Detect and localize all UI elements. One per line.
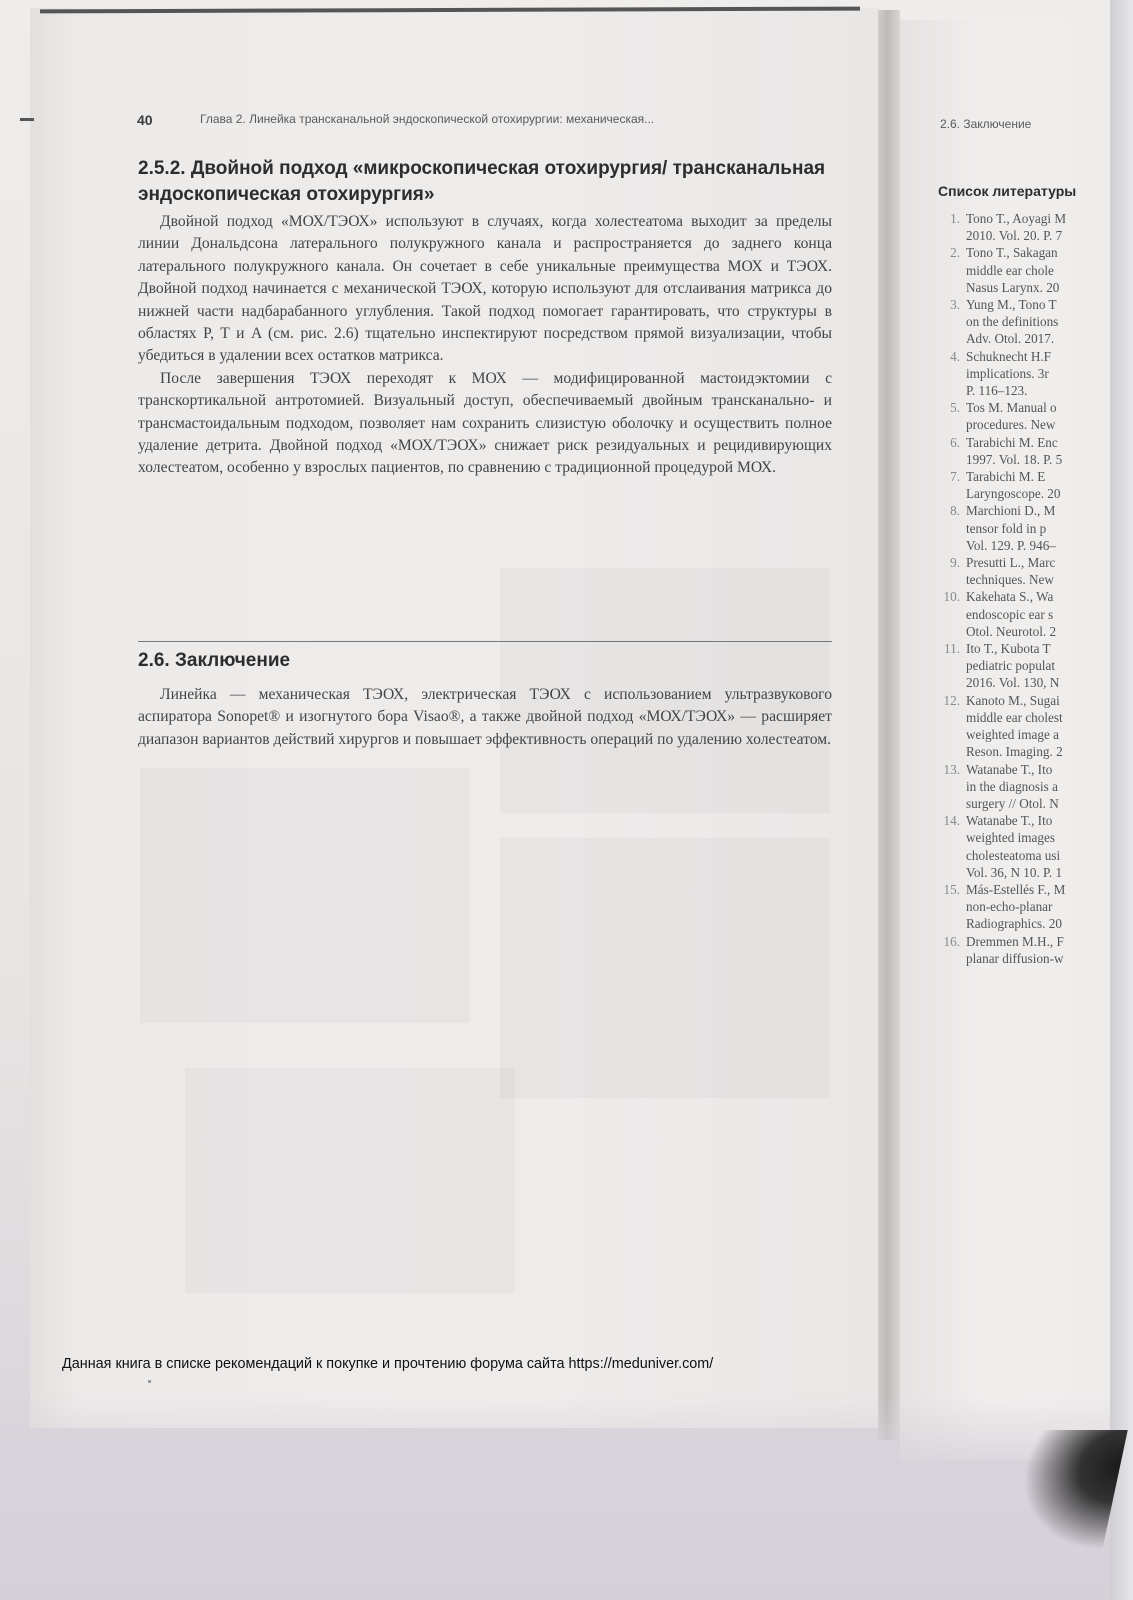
reference-text: Tono T., Sakagan: [966, 245, 1058, 261]
reference-item-continuation: [936, 520, 1116, 537]
reference-text: techniques. New: [966, 572, 1054, 588]
reference-text: P. 116–123.: [966, 383, 1028, 399]
paragraph: После завершения ТЭОХ переходят к МОХ — модифицированной мастоидэктомии с транскортикальной антротомией. Визуальный доступ, обеспечиваемый двойным трансканально- и трансмастоидальным подходом, позволяет нам сохранить слизистую оболочку и осуществить полное удаление детрита. Двойной подход «МОХ/ТЭОХ» снижает риск резидуальных и рецидивирующих холестеатом, особенно у взрослых пациентов, по сравнению с традиционной процедурой МОХ.: [138, 369, 832, 477]
reference-item-continuation: [936, 864, 1116, 881]
reference-text: Tono T., Aoyagi M: [966, 211, 1067, 226]
reference-item-continuation: [936, 915, 1116, 932]
reference-text: Vol. 129. P. 946–: [966, 537, 1056, 553]
reference-text: Tarabichi M. Enc: [966, 434, 1058, 450]
reference-item: [936, 468, 1116, 485]
references-title: Список литературы: [938, 183, 1077, 199]
reference-text: Ito T., Kubota T: [966, 641, 1051, 657]
reference-number: 15.: [943, 881, 960, 897]
reference-number: 2.: [950, 245, 960, 261]
reference-item-continuation: [936, 657, 1116, 674]
reference-text: weighted images: [966, 830, 1055, 846]
reference-item-continuation: [936, 485, 1116, 502]
reference-number: 6.: [950, 434, 960, 450]
reference-item: [936, 210, 1116, 227]
bleed-through-figure: [500, 838, 830, 1098]
reference-number: 16.: [943, 933, 960, 949]
reference-text: Marchioni D., M: [966, 503, 1056, 519]
running-head: Глава 2. Линейка трансканальной эндоскопической отохирургии: механическая...: [200, 112, 655, 126]
reference-text: in the diagnosis a: [966, 778, 1058, 794]
reference-item-continuation: [936, 726, 1116, 743]
reference-text: Schuknecht H.F: [966, 348, 1051, 364]
reference-item-continuation: [936, 571, 1116, 588]
reference-text: 2016. Vol. 130, N: [966, 675, 1060, 691]
reference-number: 7.: [950, 469, 960, 485]
reference-text: tensor fold in p: [966, 520, 1047, 536]
reference-item-continuation: [936, 743, 1116, 760]
reference-text: Vol. 36, N 10. P. 1: [966, 864, 1063, 880]
reference-text: Presutti L., Marc: [966, 555, 1056, 571]
reference-text: Kakehata S., Wa: [966, 589, 1054, 605]
reference-number: 4.: [950, 348, 960, 364]
reference-item-continuation: [936, 451, 1116, 468]
scan-speck: [148, 1380, 151, 1383]
reference-text: Watanabe T., Ito: [966, 813, 1053, 829]
reference-text: procedures. New: [966, 417, 1056, 433]
reference-text: Más-Estellés F., M: [966, 881, 1066, 897]
section-divider: [138, 641, 832, 642]
reference-text: Laryngoscope. 20: [966, 486, 1061, 502]
reference-text: pediatric populat: [966, 658, 1055, 674]
section-title-2-5-2: 2.5.2. Двойной подход «микроскопическая отохирургия/ трансканальная эндоскопическая отохирургия»: [138, 158, 826, 205]
reference-item-continuation: [936, 950, 1116, 967]
reference-text: implications. 3r: [966, 365, 1049, 381]
reference-text: endoscopic ear s: [966, 606, 1054, 622]
reference-text: surgery // Otol. N: [966, 795, 1059, 811]
reference-text: Kanoto M., Sugai: [966, 692, 1060, 708]
bleed-through-figure: [185, 1068, 515, 1293]
reference-item-continuation: [936, 330, 1116, 347]
reference-text: middle ear cholest: [966, 709, 1063, 725]
footer-note: Данная книга в списке рекомендаций к покупке и прочтению форума сайта https://meduniver.com/: [62, 1356, 714, 1372]
reference-text: Yung M., Tono T: [966, 297, 1057, 313]
reference-text: Tarabichi M. E: [966, 469, 1046, 485]
reference-text: cholesteatoma usi: [966, 847, 1061, 863]
book-gutter: [878, 10, 900, 1440]
reference-text: weighted image a: [966, 727, 1060, 743]
reference-item-continuation: [936, 795, 1116, 812]
reference-number: 11.: [944, 641, 960, 657]
paragraph: Линейка — механическая ТЭОХ, электрическая ТЭОХ с использованием ультразвукового аспиратора Sonopet® и изогнутого бора Visao®, а также двойной подход «МОХ/ТЭОХ» — расширяет диапазон вариантов действий хирургов и повышает эффективность операций по удалению холестеатом.: [138, 686, 832, 748]
reference-item-continuation: [936, 262, 1116, 279]
reference-text: Dremmen M.H., F: [966, 933, 1064, 949]
reference-text: Reson. Imaging. 2: [966, 744, 1063, 760]
reference-text: Radiographics. 20: [966, 916, 1062, 932]
section-2-6-body: [138, 684, 832, 751]
reference-item: [936, 244, 1116, 261]
reference-item: [936, 933, 1116, 950]
reference-item: [936, 502, 1116, 519]
reference-number: 1.: [950, 211, 960, 226]
reference-text: Nasus Larynx. 20: [966, 279, 1060, 295]
section-title-2-6: 2.6. Заключение: [138, 650, 291, 671]
reference-number: 10.: [943, 589, 960, 605]
reference-number: 13.: [943, 761, 960, 777]
reference-item-continuation: [936, 829, 1116, 846]
reference-text: 2010. Vol. 20. P. 7: [966, 228, 1063, 244]
reference-text: Otol. Neurotol. 2: [966, 623, 1057, 639]
reference-number: 12.: [943, 692, 960, 708]
reference-number: 14.: [943, 813, 960, 829]
reference-item: [936, 692, 1116, 709]
paragraph: Двойной подход «МОХ/ТЭОХ» используют в случаях, когда холестеатома выходит за пределы линии Дональдсона латерального полукружного канала и распространяется до заднего конца латерального полукружного канала. Он сочетает в себе уникальные преимущества МОХ и ТЭОХ. Двойной подход начинается с механической ТЭОХ, которую используют для отслаивания матрикса до нижней части надбарабанного углубления. Такой подход помогает гарантировать, что структуры в областях P, T и A (см. рис. 2.6) тщательно инспектируют посредством прямой визуализации, чтобы убедиться в удалении всех остатков матрикса.: [138, 213, 832, 365]
scan-lower-area: [0, 1395, 1110, 1600]
reference-text: 1997. Vol. 18. P. 5: [966, 451, 1063, 467]
right-running-head: 2.6. Заключение: [940, 117, 1032, 131]
reference-number: 3.: [950, 297, 960, 313]
reference-item-continuation: [936, 416, 1116, 433]
reference-item: [936, 640, 1116, 657]
reference-item-continuation: [936, 674, 1116, 691]
reference-item-continuation: [936, 709, 1116, 726]
reference-number: 9.: [950, 555, 960, 571]
reference-item: [936, 881, 1116, 898]
reference-item-continuation: [936, 778, 1116, 795]
reference-item-continuation: [936, 623, 1116, 640]
reference-item-continuation: [936, 365, 1116, 382]
reference-item: [936, 399, 1116, 416]
reference-text: planar diffusion-w: [966, 950, 1064, 966]
reference-item-continuation: [936, 606, 1116, 623]
reference-text: non-echo-planar: [966, 899, 1053, 915]
reference-item-continuation: [936, 847, 1116, 864]
reference-item: [936, 434, 1116, 451]
reference-item: [936, 761, 1116, 778]
reference-item: [936, 348, 1116, 365]
reference-item: [936, 554, 1116, 571]
reference-item-continuation: [936, 227, 1116, 244]
reference-item: [936, 812, 1116, 829]
reference-text: Adv. Otol. 2017.: [966, 331, 1055, 347]
page-number: 40: [137, 112, 153, 128]
section-2-5-2-body: [138, 211, 832, 480]
reference-text: middle ear chole: [966, 262, 1054, 278]
bleed-through-figure: [140, 768, 470, 1023]
reference-item-continuation: [936, 382, 1116, 399]
reference-item: [936, 296, 1116, 313]
reference-number: 8.: [950, 503, 960, 519]
reference-text: Watanabe T., Ito: [966, 761, 1053, 777]
reference-number: 5.: [950, 400, 960, 416]
reference-item-continuation: [936, 898, 1116, 915]
reference-item-continuation: [936, 279, 1116, 296]
references-list: [936, 210, 1116, 967]
reference-text: on the definitions: [966, 314, 1059, 330]
reference-item-continuation: [936, 537, 1116, 554]
reference-item-continuation: [936, 313, 1116, 330]
reference-text: Tos M. Manual o: [966, 400, 1057, 416]
reference-item: [936, 588, 1116, 605]
scan-mark: [20, 118, 34, 121]
